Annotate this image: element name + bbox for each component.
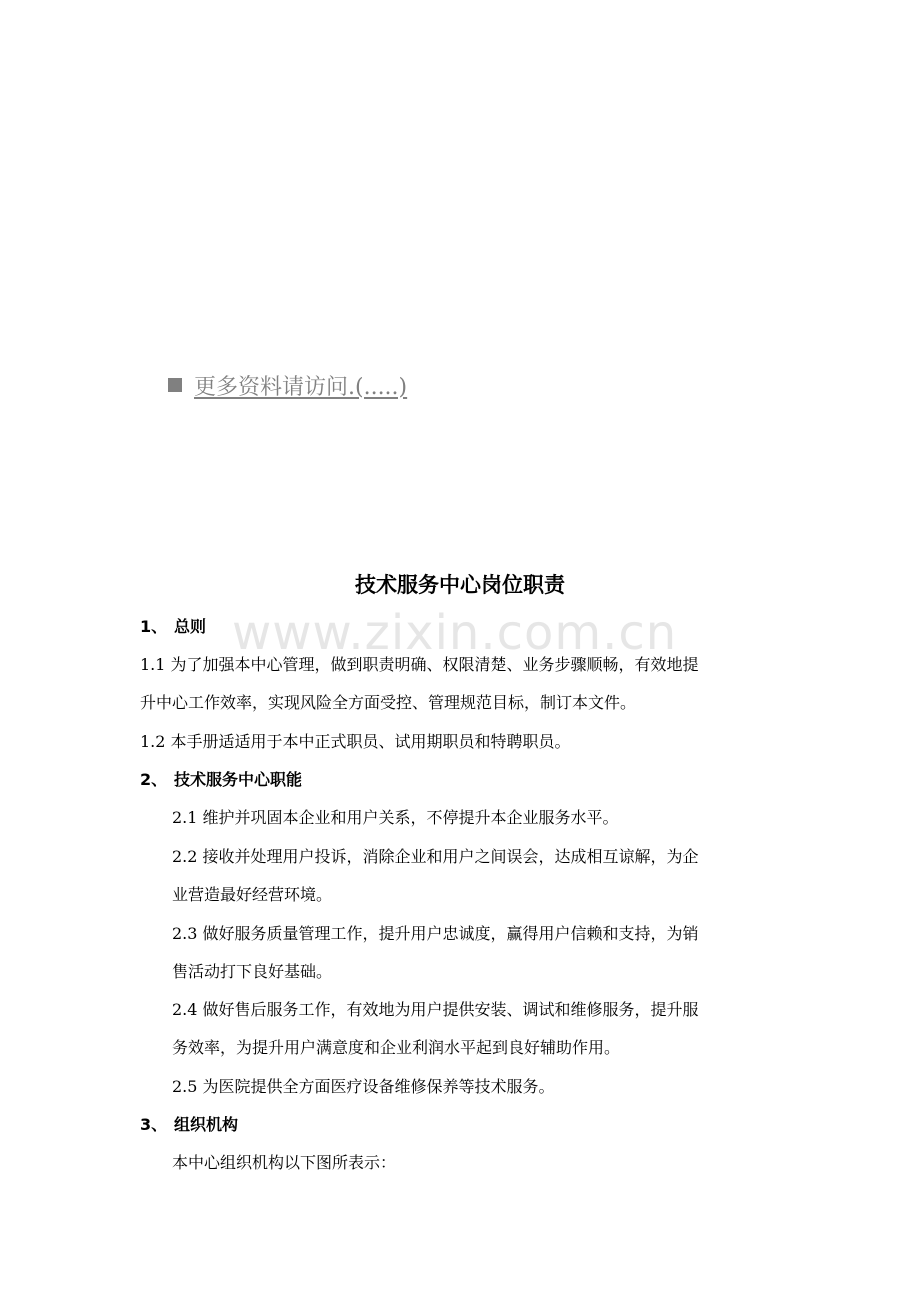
paragraph-1-2: 1.2 本手册适适用于本中正式职员、试用期职员和特聘职员。 <box>140 732 571 751</box>
section-2-heading <box>140 769 302 791</box>
paragraph-1-1-line-2: 升中心工作效率，实现风险全方面受控、管理规范目标，制订本文件。 <box>140 693 637 712</box>
section-2-number: 2、 <box>140 770 168 789</box>
section-3-paragraph: 本中心组织机构以下图所表示： <box>172 1153 397 1172</box>
item-2-1: 2.1 维护并巩固本企业和用户关系，不停提升本企业服务水平。 <box>172 808 619 827</box>
item-2-3-line-2: 售活动打下良好基础。 <box>172 962 333 981</box>
section-1-heading <box>140 616 206 638</box>
square-bullet-icon <box>168 378 182 392</box>
item-2-5: 2.5 为医院提供全方面医疗设备维修保养等技术服务。 <box>172 1077 555 1096</box>
page-title: 技术服务中心岗位职责 <box>355 573 565 597</box>
item-2-4-line-1: 2.4 做好售后服务工作，有效地为用户提供安装、调试和维修服务，提升服 <box>172 1000 699 1019</box>
item-2-2-line-2: 业营造最好经营环境。 <box>172 885 333 904</box>
section-2-title: 技术服务中心职能 <box>174 770 303 789</box>
item-2-3-line-1: 2.3 做好服务质量管理工作，提升用户忠诚度，赢得用户信赖和支持，为销 <box>172 924 699 943</box>
section-3-number: 3、 <box>140 1115 168 1134</box>
item-2-2-line-1: 2.2 接收并处理用户投诉，消除企业和用户之间误会，达成相互谅解，为企 <box>172 847 699 866</box>
section-1-number: 1、 <box>140 617 168 636</box>
watermark: www.zixin.com.cn <box>232 605 678 661</box>
section-3-heading <box>140 1114 238 1136</box>
more-info-link[interactable]: 更多资料请访问.(.....) <box>194 374 408 400</box>
section-1-title: 总则 <box>174 617 207 636</box>
item-2-4-line-2: 务效率，为提升用户满意度和企业利润水平起到良好辅助作用。 <box>172 1038 621 1057</box>
section-3-title: 组织机构 <box>174 1115 239 1134</box>
paragraph-1-1-line-1: 1.1 为了加强本中心管理，做到职责明确、权限清楚、业务步骤顺畅，有效地提 <box>140 655 699 674</box>
more-info-row <box>168 370 407 400</box>
